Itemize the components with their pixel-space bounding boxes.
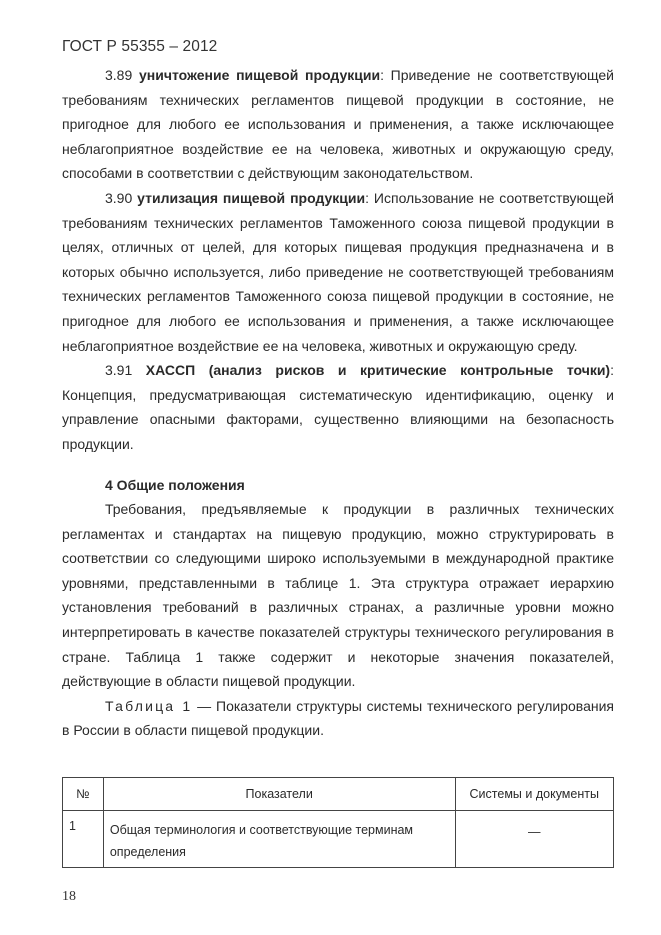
- definition-3-89: [62, 63, 614, 186]
- definition-3-91: [62, 358, 614, 456]
- column-header-indicators: Показатели: [103, 778, 455, 811]
- definition-term: утилизация пищевой продукции: [137, 189, 366, 206]
- definition-number: 3.90: [105, 189, 133, 206]
- table-caption: [62, 694, 614, 743]
- definition-term: ХАССП (анализ рисков и критические контрольные точки): [145, 362, 611, 379]
- table-row: [63, 811, 614, 868]
- definition-term: уничтожение пищевой продукции: [138, 67, 381, 83]
- column-header-systems: Системы и документы: [455, 778, 613, 811]
- table-caption-text: — Показатели структуры системы технического регулирования в России в области пищевой продукции.: [62, 697, 615, 739]
- definition-text: : Использование не соответствующей требованиям технических регламентов Таможенного союза пищевой продукции в целях, отличных от целей, для которых пищевая продукция предназначена и в которых обычно используется, либо приведение не соответствующей требованиям технических регламентов Таможенного союза пищевой продукции в состояние, не пригодное для любого ее использования и применения, а также исключающее неблагоприятное воздействие ее на человека, животных и окружающую среду.: [62, 189, 614, 354]
- definition-number: 3.91: [105, 362, 133, 379]
- indicators-table: [62, 777, 614, 868]
- table-header-row: [63, 778, 614, 811]
- column-header-number: №: [63, 778, 104, 811]
- document-body: [62, 63, 614, 743]
- table-cell-indicator: Общая терминология и соответствующие терминам определения: [103, 811, 455, 868]
- definition-3-90: [62, 186, 614, 358]
- section-body: Требования, предъявляемые к продукции в различных технических регламентах и стандартах на пищевую продукцию, можно структурировать в соответствии со следующими широко используемыми в международной практике уровнями, представленными в таблице 1. Эта структура отражает иерархию установления требований в различных странах, а различные уровни можно интерпретировать в качестве показателей структуры технического регулирования в стране. Таблица 1 также содержит и некоторые значения показателей, действующие в области пищевой продукции.: [62, 501, 614, 690]
- section-heading: 4 Общие положения: [105, 476, 245, 493]
- table-cell-number: 1: [63, 811, 104, 868]
- table-cell-systems: —: [455, 811, 613, 868]
- definition-number: 3.89: [105, 67, 133, 83]
- page-number: 18: [62, 889, 76, 904]
- document-header: ГОСТ Р 55355 – 2012: [62, 38, 218, 55]
- definition-text: : Приведение не соответствующей требованиям технических регламентов пищевой продукции в состояние, не пригодное для любого ее использования и применения, а также исключающее неблагоприятное воздействие ее на человека, животных и окружающую среду, способами в соответствии с действующим законодательством.: [62, 67, 615, 182]
- table-caption-label: Таблица 1: [105, 697, 193, 714]
- definition-text: : Концепция, предусматривающая систематическую идентификацию, оценку и управление опасными факторами, существенно влияющими на безопасность продукции.: [62, 362, 614, 452]
